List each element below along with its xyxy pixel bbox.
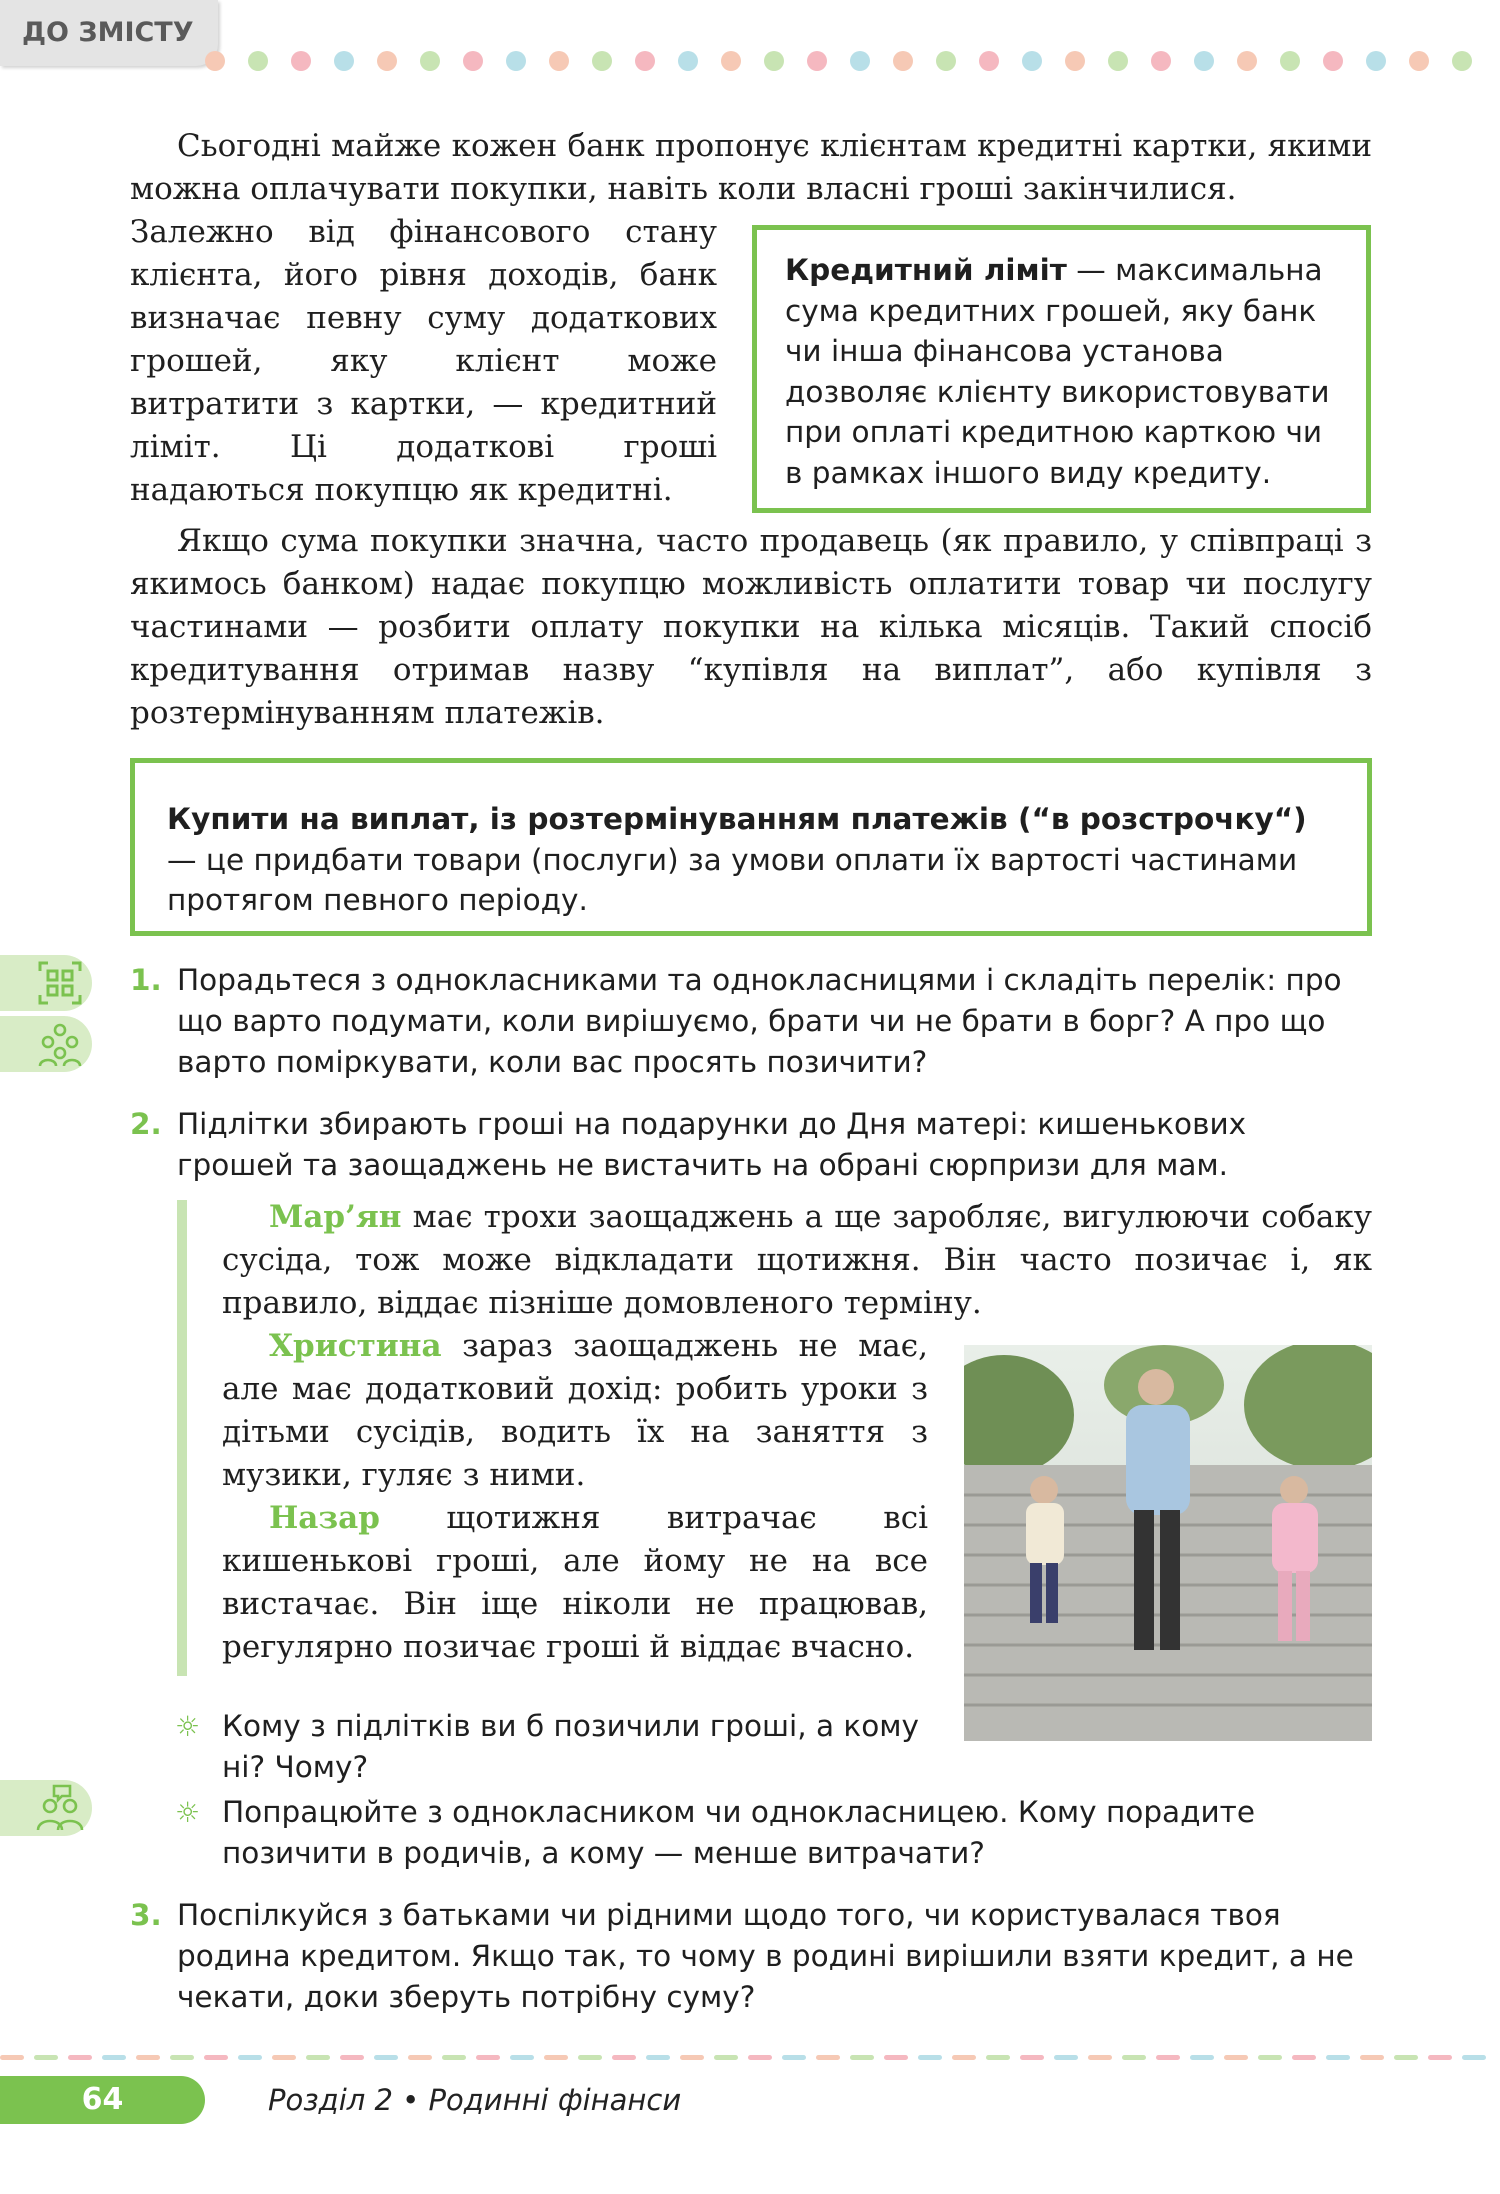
family-photo	[964, 1345, 1372, 1741]
decorative-dash	[1224, 2055, 1248, 2060]
intro-paragraph-continued: Залежно від фінансового стану клієнта, його рівня доходів, банк визначає певну суму додаткових грошей, яку клієнт може витратити з картки, — кредитний ліміт. Ці додаткові гроші надаються покупцю як кредитні.	[130, 214, 717, 508]
decorative-dash	[714, 2055, 738, 2060]
decorative-dot	[205, 51, 225, 71]
decorative-dot	[764, 51, 784, 71]
decorative-dot	[291, 51, 311, 71]
footer-dashed-line	[0, 2055, 1500, 2061]
decorative-dash	[1258, 2055, 1282, 2060]
decorative-dash	[0, 2055, 24, 2060]
decorative-dash	[1156, 2055, 1180, 2060]
decorative-dash	[136, 2055, 160, 2060]
decorative-dash	[34, 2055, 58, 2060]
question-2: Попрацюйте з однокласником чи однокласницею. Кому порадите позичити в родичів, а кому — менше витрачати?	[222, 1795, 1256, 1870]
decorative-dash	[510, 2055, 534, 2060]
intro-paragraph-lead: Сьогодні майже кожен банк пропонує клієнтам кредитні картки, якими можна оплачувати покупки, навіть коли власні гроші закінчилися.	[130, 128, 1372, 207]
definition-term: Кредитний ліміт	[785, 253, 1067, 287]
decorative-dash	[1394, 2055, 1418, 2060]
decorative-dash	[1122, 2055, 1146, 2060]
decorative-dash	[578, 2055, 602, 2060]
decorative-dot	[807, 51, 827, 71]
decorative-dash	[306, 2055, 330, 2060]
definition-text: — максимальна сума кредитних грошей, яку банк чи інша фінансова установа дозволяє клієнту використовувати при оплаті кредитною карткою чи в рамках іншого виду кредиту.	[785, 253, 1330, 490]
decorative-dot	[635, 51, 655, 71]
definition-text: — це придбати товари (послуги) за умови оплати їх вартості частинами протягом певного періоду.	[167, 842, 1298, 917]
quote-bar	[177, 1200, 187, 1676]
decorative-dash	[102, 2055, 126, 2060]
decorative-dash	[408, 2055, 432, 2060]
decorative-dot	[1280, 51, 1300, 71]
decorative-dash	[680, 2055, 704, 2060]
decorative-dash	[476, 2055, 500, 2060]
character-nazar: Назар щотижня витрачає всі кишенькові гроші, але йому не на все вистачає. Він іще ніколи не працював, регулярно позичає гроші й віддає вчасно.	[222, 1500, 928, 1665]
decorative-dot	[1108, 51, 1128, 71]
definition-box-installment	[130, 758, 1372, 936]
decorative-dot	[549, 51, 569, 71]
decorative-dash	[1326, 2055, 1350, 2060]
decorative-dot	[936, 51, 956, 71]
decorative-dash	[1190, 2055, 1214, 2060]
decorative-dash	[748, 2055, 772, 2060]
decorative-dot	[1237, 51, 1257, 71]
decorative-dot	[1409, 51, 1429, 71]
decorative-dash	[646, 2055, 670, 2060]
decorative-dash	[374, 2055, 398, 2060]
decorative-dot	[1022, 51, 1042, 71]
task-number: 2.	[130, 1107, 162, 1141]
section-title: Розділ 2 • Родинні фінанси	[268, 2083, 682, 2117]
decorative-dash	[1020, 2055, 1044, 2060]
decorative-dash	[1088, 2055, 1112, 2060]
task-2-text: Підлітки збирають гроші на подарунки до Дня матері: кишенькових грошей та заощаджень не вистачить на обрані сюрпризи для мам.	[177, 1107, 1247, 1182]
task-number: 3.	[130, 1898, 162, 1932]
decorative-dash	[1054, 2055, 1078, 2060]
character-khrystyna: Христина зараз заощаджень не має, але має додатковий дохід: робить уроки з дітьми сусідів, водить їх на заняття з музики, гуляє з ними.	[222, 1328, 928, 1493]
decorative-dash	[442, 2055, 466, 2060]
decorative-dot	[248, 51, 268, 71]
task-3-text: Поспілкуйся з батьками чи рідними щодо того, чи користувалася твоя родина кредитом. Якщо так, то чому в родині вирішили взяти кредит, а не чекати, доки зберуть потрібну суму?	[177, 1898, 1354, 2014]
contents-link-button[interactable]: ДО ЗМІСТУ	[0, 0, 218, 66]
decorative-dash	[816, 2055, 840, 2060]
task-number: 1.	[130, 963, 162, 997]
decorative-dots-top	[205, 51, 1490, 73]
decorative-dot	[1065, 51, 1085, 71]
decorative-dash	[272, 2055, 296, 2060]
character-maryan: Мар’ян має трохи заощаджень а ще заробляє, вигулюючи собаку сусіда, тож може відкладати щотижня. Він часто позичає і, як правило, віддає пізніше домовленого терміну.	[222, 1199, 1372, 1321]
decorative-dot	[1323, 51, 1343, 71]
decorative-dot	[1151, 51, 1171, 71]
decorative-dash	[68, 2055, 92, 2060]
definition-box-credit-limit	[752, 225, 1371, 513]
sun-bullet-icon: ☼	[175, 1796, 201, 1829]
decorative-dot	[377, 51, 397, 71]
decorative-dash	[544, 2055, 568, 2060]
decorative-dot	[506, 51, 526, 71]
decorative-dot	[1452, 51, 1472, 71]
decorative-dot	[678, 51, 698, 71]
page-number: 64	[0, 2076, 205, 2124]
decorative-dot	[1194, 51, 1214, 71]
decorative-dash	[986, 2055, 1010, 2060]
decorative-dash	[204, 2055, 228, 2060]
decorative-dot	[893, 51, 913, 71]
decorative-dot	[721, 51, 741, 71]
decorative-dash	[918, 2055, 942, 2060]
decorative-dash	[884, 2055, 908, 2060]
task-1-text: Порадьтеся з однокласниками та однокласницями і складіть перелік: про що варто подумати, коли вирішуємо, брати чи не брати в борг? А про що варто поміркувати, коли вас просять позичити?	[177, 963, 1342, 1079]
qr-scan-icon	[0, 955, 92, 1011]
decorative-dash	[340, 2055, 364, 2060]
decorative-dot	[463, 51, 483, 71]
decorative-dash	[850, 2055, 874, 2060]
decorative-dot	[420, 51, 440, 71]
decorative-dot	[1366, 51, 1386, 71]
decorative-dash	[612, 2055, 636, 2060]
decorative-dash	[1462, 2055, 1486, 2060]
decorative-dot	[334, 51, 354, 71]
decorative-dash	[1292, 2055, 1316, 2060]
decorative-dash	[782, 2055, 806, 2060]
group-icon	[0, 1016, 92, 1072]
decorative-dot	[592, 51, 612, 71]
pair-discussion-icon	[0, 1780, 92, 1836]
sun-bullet-icon: ☼	[175, 1710, 201, 1743]
decorative-dash	[238, 2055, 262, 2060]
decorative-dash	[952, 2055, 976, 2060]
decorative-dash	[1360, 2055, 1384, 2060]
decorative-dash	[170, 2055, 194, 2060]
definition-term: Купити на виплат, із розтермінуванням платежів (“в розстрочку“)	[167, 802, 1307, 836]
installment-paragraph: Якщо сума покупки значна, часто продавець (як правило, у співпраці з якимось банком) надає покупцю можливість оплатити товар чи послугу частинами — розбити оплату покупки на кілька місяців. Такий спосіб кредитування отримав назву “купівля на виплат”, або купівля з розтермінуванням платежів.	[130, 523, 1372, 731]
decorative-dot	[979, 51, 999, 71]
decorative-dot	[850, 51, 870, 71]
question-1: Кому з підлітків ви б позичили гроші, а кому ні? Чому?	[222, 1709, 919, 1784]
decorative-dash	[1428, 2055, 1452, 2060]
